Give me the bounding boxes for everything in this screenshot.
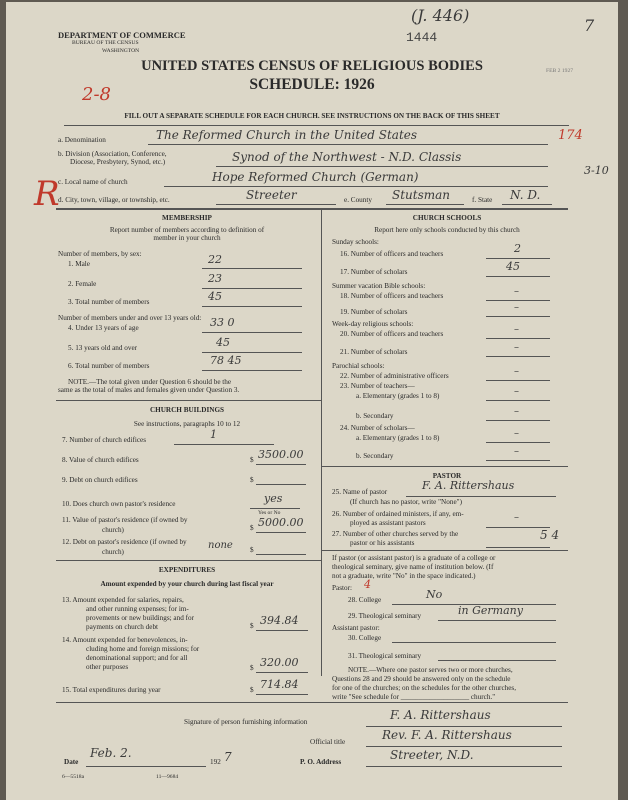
q13-label-4: payments on church debt: [86, 623, 159, 631]
q8-label: 8. Value of church edifices: [62, 456, 139, 464]
official-title-label: Official title: [310, 738, 346, 746]
division-label-2: Diocese, Presbytery, Synod, etc.): [70, 158, 166, 166]
q25-line: [406, 496, 556, 497]
side-annotation-number: 3-10: [584, 164, 609, 177]
bureau-name: BUREAU OF THE CENSUS: [72, 40, 139, 46]
q4-value: 33 0: [210, 316, 235, 329]
q19-value: –: [514, 302, 519, 313]
year-value: 7: [224, 750, 232, 764]
denomination-value: The Reformed Church in the United States: [156, 128, 418, 142]
red-review-mark: R: [34, 174, 60, 214]
q23-label: 23. Number of teachers—: [340, 382, 415, 390]
q28-label: 28. College: [348, 596, 382, 604]
local-name-label: c. Local name of church: [58, 178, 128, 186]
column-divider: [321, 210, 322, 676]
sunday-label: Sunday schools:: [332, 238, 379, 246]
received-stamp: FEB 2 1927: [546, 68, 574, 74]
signature-line: [366, 726, 562, 727]
pastor-note-3: for one of the churches; on the schedules for the other churches,: [332, 684, 517, 692]
q5-value: 45: [216, 336, 230, 349]
q24b-value: –: [514, 446, 519, 457]
q1-label: 1. Male: [68, 260, 90, 268]
pastor-instruction-2: theological seminary, give name of institution below. (If: [332, 563, 494, 571]
assistant-pastor-label: Assistant pastor:: [332, 624, 380, 632]
q8-dollar: $: [250, 456, 254, 464]
q26-value: –: [514, 512, 519, 523]
bureau-city: WASHINGTON: [102, 48, 140, 54]
q17-line: [486, 276, 550, 277]
signature-label: Signature of person furnishing information: [184, 718, 308, 726]
weekday-label: Week-day religious schools:: [332, 320, 414, 328]
form-id-annotation: (J. 446): [411, 6, 470, 25]
q4-label: 4. Under 13 years of age: [68, 324, 139, 332]
q25-note: (If church has no pastor, write "None"): [350, 498, 462, 506]
expenditures-sub: Amount expended by your church during last fiscal year: [100, 580, 274, 588]
q7-value: 1: [210, 428, 217, 441]
po-address-label: P. O. Address: [300, 758, 342, 766]
schools-heading: CHURCH SCHOOLS: [412, 214, 482, 222]
q13-line: [256, 630, 308, 631]
red-side-number: 174: [558, 128, 583, 143]
q9-line: [256, 484, 306, 485]
q6-value: 78 45: [210, 354, 242, 367]
q24a-value: –: [514, 428, 519, 439]
q30-label: 30. College: [348, 634, 382, 642]
q15-line: [256, 694, 308, 695]
q27-label-1: 27. Number of other churches served by the: [332, 530, 459, 538]
q11-line: [256, 532, 306, 533]
membership-intro-1: Report number of members according to definition of: [109, 226, 265, 234]
q2-label: 2. Female: [68, 280, 97, 288]
q20-label: 20. Number of officers and teachers: [340, 330, 444, 338]
county-value: Stutsman: [392, 188, 451, 202]
q3-label: 3. Total number of members: [68, 298, 150, 306]
q8-line: [256, 464, 306, 465]
q16-value: 2: [514, 242, 521, 255]
parochial-label: Parochial schools:: [332, 362, 385, 370]
schedule-title: SCHEDULE: 1926: [249, 76, 375, 93]
corner-annotation: 7: [584, 16, 595, 35]
membership-note-1: NOTE.—The total given under Question 6 should be the: [68, 378, 232, 386]
q17-label: 17. Number of scholars: [340, 268, 408, 276]
membership-note-2: same as the total of males and females given under Question 3.: [58, 386, 240, 394]
q17-value: 45: [506, 260, 520, 273]
q13-dollar: $: [250, 622, 254, 630]
q6-label: 6. Total number of members: [68, 362, 150, 370]
form-title: UNITED STATES CENSUS OF RELIGIOUS BODIES: [141, 58, 483, 74]
po-address-value: Streeter, N.D.: [390, 748, 474, 762]
q23b-label: b. Secondary: [356, 412, 394, 420]
q11-label-1: 11. Value of pastor's residence (if owned by: [62, 516, 188, 524]
q31-line: [438, 660, 556, 661]
local-name-line: [164, 186, 548, 187]
q14-label-4: other purposes: [86, 663, 129, 671]
q7-label: 7. Number of church edifices: [62, 436, 147, 444]
q11-dollar: $: [250, 524, 254, 532]
q2-line: [202, 288, 302, 289]
q9-label: 9. Debt on church edifices: [62, 476, 138, 484]
q12-dollar: $: [250, 546, 254, 554]
q24a-label: a. Elementary (grades 1 to 8): [356, 434, 440, 442]
pastor-rule: [322, 550, 568, 551]
city-value: Streeter: [246, 188, 297, 202]
q3-value: 45: [208, 290, 222, 303]
q13-label-1: 13. Amount expended for salaries, repairs,: [62, 596, 184, 604]
q4-line: [202, 332, 302, 333]
date-label: Date: [64, 758, 79, 766]
q18-value: –: [514, 286, 519, 297]
q27-line: [486, 547, 550, 548]
q14-label-2: cluding home and foreign missions; for: [86, 645, 200, 653]
q19-line: [486, 316, 550, 317]
q12-line: [256, 554, 306, 555]
q21-label: 21. Number of scholars: [340, 348, 408, 356]
q11-label-2: church): [102, 526, 124, 534]
pastor-red-mark: 4: [364, 578, 371, 591]
q16-line: [486, 258, 550, 259]
q5-label: 5. 13 years old and over: [68, 344, 138, 352]
q25-value: F. A. Rittershaus: [422, 479, 515, 492]
q22-line: [486, 380, 550, 381]
q13-label-3: provements or new buildings; and for: [86, 614, 194, 622]
q24b-line: [486, 460, 550, 461]
q13-label-2: and other running expenses; for im-: [86, 605, 189, 613]
q9-dollar: $: [250, 476, 254, 484]
city-line: [216, 204, 336, 205]
pastor-sub-label: Pastor:: [332, 584, 352, 592]
form-code-2: 11—9684: [156, 774, 179, 780]
q18-label: 18. Number of officers and teachers: [340, 292, 444, 300]
q23b-line: [486, 420, 550, 421]
buildings-sub: See instructions, paragraphs 10 to 12: [133, 420, 241, 428]
q30-line: [392, 642, 556, 643]
q23a-value: –: [514, 386, 519, 397]
q26-label-1: 26. Number of ordained ministers, if any, em-: [332, 510, 464, 518]
red-annotation-number: 2-8: [82, 84, 111, 105]
state-line: [502, 204, 552, 205]
q12-label-1: 12. Debt on pastor's residence (if owned by: [62, 538, 187, 546]
denomination-label: a. Denomination: [58, 136, 106, 144]
local-name-value: Hope Reformed Church (German): [212, 170, 419, 184]
q29-label: 29. Theological seminary: [348, 612, 422, 620]
by-sex-label: Number of members, by sex:: [58, 250, 142, 258]
pastor-instruction-3: not a graduate, write "No" in the space indicated.): [332, 572, 476, 580]
section-rule: [56, 208, 568, 210]
q5-line: [202, 352, 302, 353]
q25-label: 25. Name of pastor: [332, 488, 388, 496]
header-rule: [64, 125, 569, 126]
city-label: d. City, town, village, or township, etc.: [58, 196, 170, 204]
q15-label: 15. Total expenditures during year: [62, 686, 161, 694]
department-name: DEPARTMENT OF COMMERCE: [58, 30, 186, 40]
q14-label-3: denominational support; and for all: [86, 654, 188, 662]
q27-value: 5 4: [540, 528, 560, 542]
division-line: [216, 166, 548, 167]
form-code-1: 6—5518a: [62, 774, 85, 780]
buildings-rule: [56, 560, 321, 561]
q10-value: yes: [264, 492, 283, 505]
q14-dollar: $: [250, 664, 254, 672]
q22-label: 22. Number of administrative officers: [340, 372, 449, 380]
q20-value: –: [514, 324, 519, 335]
q23b-value: –: [514, 406, 519, 417]
schools-rule: [322, 466, 568, 467]
q29-line: [438, 620, 556, 621]
q22-value: –: [514, 366, 519, 377]
county-line: [386, 204, 464, 205]
pastor-note-1: NOTE.—Where one pastor serves two or more churches,: [348, 666, 513, 674]
pastor-note-4: write "See schedule for ___________________ church.": [332, 693, 496, 701]
q1-value: 22: [208, 253, 222, 266]
pastor-note-2: Questions 28 and 29 should be answered only on the schedule: [332, 675, 511, 683]
official-title-value: Rev. F. A. Rittershaus: [382, 728, 512, 742]
expenditures-heading: EXPENDITURES: [158, 566, 216, 574]
q3-line: [202, 306, 302, 307]
membership-intro-2: member in your church: [153, 234, 221, 242]
instruction-line: FILL OUT A SEPARATE SCHEDULE FOR EACH CHURCH. SEE INSTRUCTIONS ON THE BACK OF THIS SHEET: [124, 112, 500, 120]
q27-label-2: pastor or his assistants: [350, 539, 415, 547]
yes-or-no-hint: Yes or No: [258, 510, 281, 516]
date-value: Feb. 2.: [90, 746, 132, 760]
q10-line: [250, 508, 300, 509]
schools-sub: Report here only schools conducted by this church: [374, 226, 520, 234]
q26-label-2: ployed as assistant pastors: [350, 519, 426, 527]
summer-label: Summer vacation Bible schools:: [332, 282, 426, 290]
q24a-line: [486, 442, 550, 443]
census-form: [6, 2, 618, 800]
q28-value: No: [426, 588, 443, 601]
po-address-line: [366, 766, 562, 767]
state-label: f. State: [472, 196, 493, 204]
q18-line: [486, 300, 550, 301]
q14-label-1: 14. Amount expended for benevolences, in-: [62, 636, 188, 644]
q29-value: in Germany: [458, 604, 523, 617]
q14-line: [256, 672, 308, 673]
denomination-line: [148, 144, 548, 145]
division-value: Synod of the Northwest - N.D. Classis: [232, 150, 462, 164]
q2-value: 23: [208, 272, 222, 285]
signature-value: F. A. Rittershaus: [390, 708, 491, 722]
q15-dollar: $: [250, 686, 254, 694]
pastor-instruction-1: If pastor (or assistant pastor) is a graduate of a college or: [332, 554, 496, 562]
state-value: N. D.: [510, 188, 541, 202]
q23a-line: [486, 400, 550, 401]
buildings-heading: CHURCH BUILDINGS: [149, 406, 225, 414]
q6-line: [202, 370, 302, 371]
q12-value: none: [208, 540, 233, 551]
q11-value: 5000.00: [258, 516, 304, 529]
q15-value: 714.84: [260, 678, 299, 691]
official-title-line: [366, 746, 562, 747]
year-prefix: 192: [210, 758, 221, 766]
q19-label: 19. Number of scholars: [340, 308, 408, 316]
q21-line: [486, 356, 550, 357]
q24-label: 24. Number of scholars—: [340, 424, 415, 432]
pastor-heading: PASTOR: [432, 472, 462, 480]
membership-rule: [56, 400, 321, 401]
q10-label: 10. Does church own pastor's residence: [62, 500, 176, 508]
division-label-1: b. Division (Association, Conference,: [58, 150, 167, 158]
q7-line: [174, 444, 274, 445]
q23a-label: a. Elementary (grades 1 to 8): [356, 392, 440, 400]
q14-value: 320.00: [260, 656, 299, 669]
q13-value: 394.84: [260, 614, 299, 627]
q24b-label: b. Secondary: [356, 452, 394, 460]
expenditures-rule: [56, 702, 568, 703]
q20-line: [486, 338, 550, 339]
q8-value: 3500.00: [258, 448, 304, 461]
q12-label-2: church): [102, 548, 124, 556]
q31-label: 31. Theological seminary: [348, 652, 422, 660]
county-label: e. County: [344, 196, 372, 204]
q21-value: –: [514, 342, 519, 353]
membership-heading: MEMBERSHIP: [162, 214, 212, 222]
q1-line: [202, 268, 302, 269]
date-line: [86, 766, 206, 767]
age-intro: Number of members under and over 13 years old:: [58, 314, 202, 322]
q16-label: 16. Number of officers and teachers: [340, 250, 444, 258]
form-number: 1444: [406, 30, 438, 45]
